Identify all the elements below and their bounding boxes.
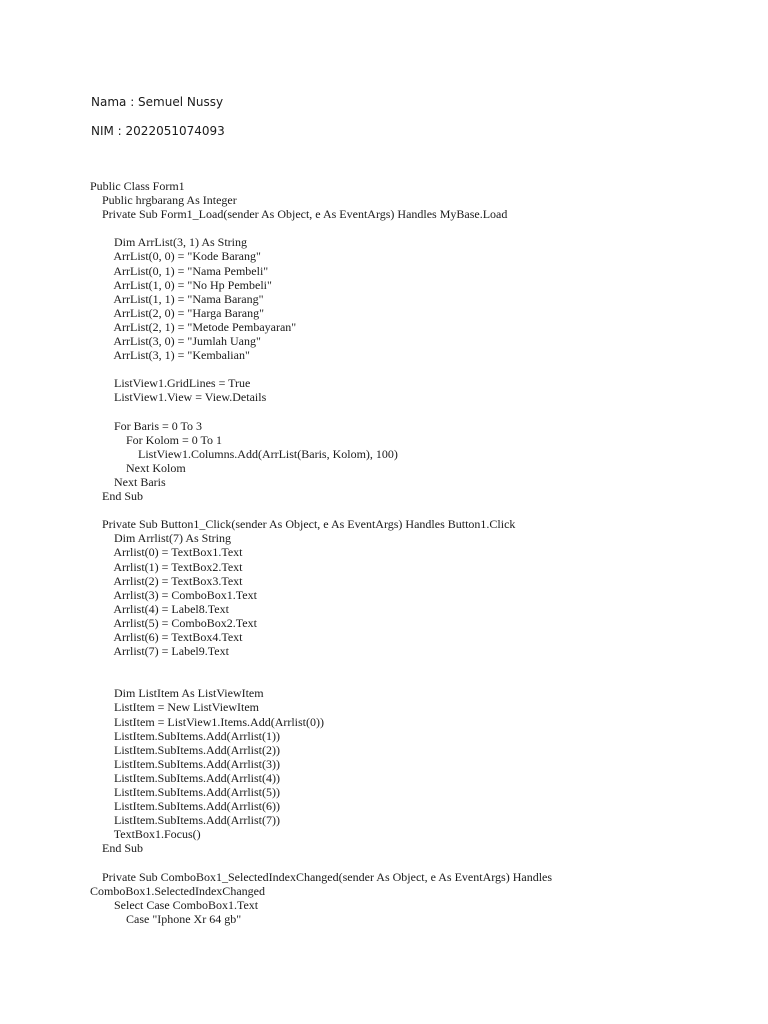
code-line: ListView1.View = View.Details [90,390,267,405]
code-line: TextBox1.Focus() [90,827,201,842]
code-line: ArrList(0, 0) = "Kode Barang" [90,249,261,264]
code-line: Arrlist(6) = TextBox4.Text [90,630,243,644]
code-line: ListItem = ListView1.Items.Add(Arrlist(0)) [90,714,325,729]
code-line: Public Class Form1 [90,179,185,193]
code-line: Dim Arrlist(7) As String [90,531,232,546]
code-line [90,221,760,235]
code-line: Arrlist(4) = Label8.Text [90,601,229,616]
code-line [90,672,760,686]
code-line: ListView1.Columns.Add(ArrList(Baris, Kolom), 100) [90,446,398,461]
code-line [90,856,760,870]
code-line: ListItem.SubItems.Add(Arrlist(1)) [90,728,280,743]
code-line: End Sub [90,489,144,504]
code-line: For Kolom = 0 To 1 [90,432,223,447]
code-line: ArrList(2, 1) = "Metode Pembayaran" [90,319,297,334]
code-line [90,503,760,517]
code-line: ArrList(2, 0) = "Harga Barang" [90,305,264,320]
code-line: ArrList(1, 0) = "No Hp Pembeli" [90,277,272,292]
code-line: Next Baris [90,474,166,489]
code-line: Private Sub ComboBox1_SelectedIndexChanged(sender As Object, e As EventArgs) Handles [90,869,553,884]
code-line: Private Sub Form1_Load(sender As Object, e As EventArgs) Handles MyBase.Load [90,207,508,222]
code-listing [90,179,760,926]
code-line: ArrList(0, 1) = "Nama Pembeli" [90,263,269,278]
code-line [90,405,760,419]
code-line [90,658,760,672]
code-line: End Sub [90,841,144,856]
code-line: ListItem.SubItems.Add(Arrlist(3)) [90,756,280,771]
code-line: Select Case ComboBox1.Text [90,897,259,912]
code-line: For Baris = 0 To 3 [90,418,203,433]
code-line: Arrlist(2) = TextBox3.Text [90,573,243,588]
code-line: Arrlist(5) = ComboBox2.Text [90,615,257,630]
code-line: Dim ListItem As ListViewItem [90,686,264,701]
code-line: ListItem.SubItems.Add(Arrlist(2)) [90,742,280,757]
code-line: Arrlist(1) = TextBox2.Text [90,559,243,574]
student-id-line: NIM : 2022051074093 [91,124,225,138]
code-line: ComboBox1.SelectedIndexChanged [90,883,265,898]
code-line: ListItem.SubItems.Add(Arrlist(5)) [90,785,280,800]
code-line: Dim ArrList(3, 1) As String [90,235,248,250]
code-line [90,362,760,376]
code-line: ArrList(3, 0) = "Jumlah Uang" [90,334,261,349]
code-line: ArrList(3, 1) = "Kembalian" [90,348,250,363]
code-line: Arrlist(3) = ComboBox1.Text [90,587,257,602]
code-line: Private Sub Button1_Click(sender As Object, e As EventArgs) Handles Button1.Click [90,517,516,532]
code-line: ArrList(1, 1) = "Nama Barang" [90,291,264,306]
code-line: ListItem.SubItems.Add(Arrlist(7)) [90,813,280,828]
code-line: Next Kolom [90,460,186,475]
code-line: ListItem.SubItems.Add(Arrlist(6)) [90,799,280,814]
code-line: Arrlist(0) = TextBox1.Text [90,545,243,560]
code-line: ListView1.GridLines = True [90,376,251,391]
code-line: ListItem.SubItems.Add(Arrlist(4)) [90,770,280,785]
student-name-line: Nama : Semuel Nussy [91,95,224,109]
code-line: Public hrgbarang As Integer [90,193,237,208]
code-line: Case "Iphone Xr 64 gb" [90,911,242,926]
code-line: Arrlist(7) = Label9.Text [90,644,229,659]
code-line: ListItem = New ListViewItem [90,700,260,715]
